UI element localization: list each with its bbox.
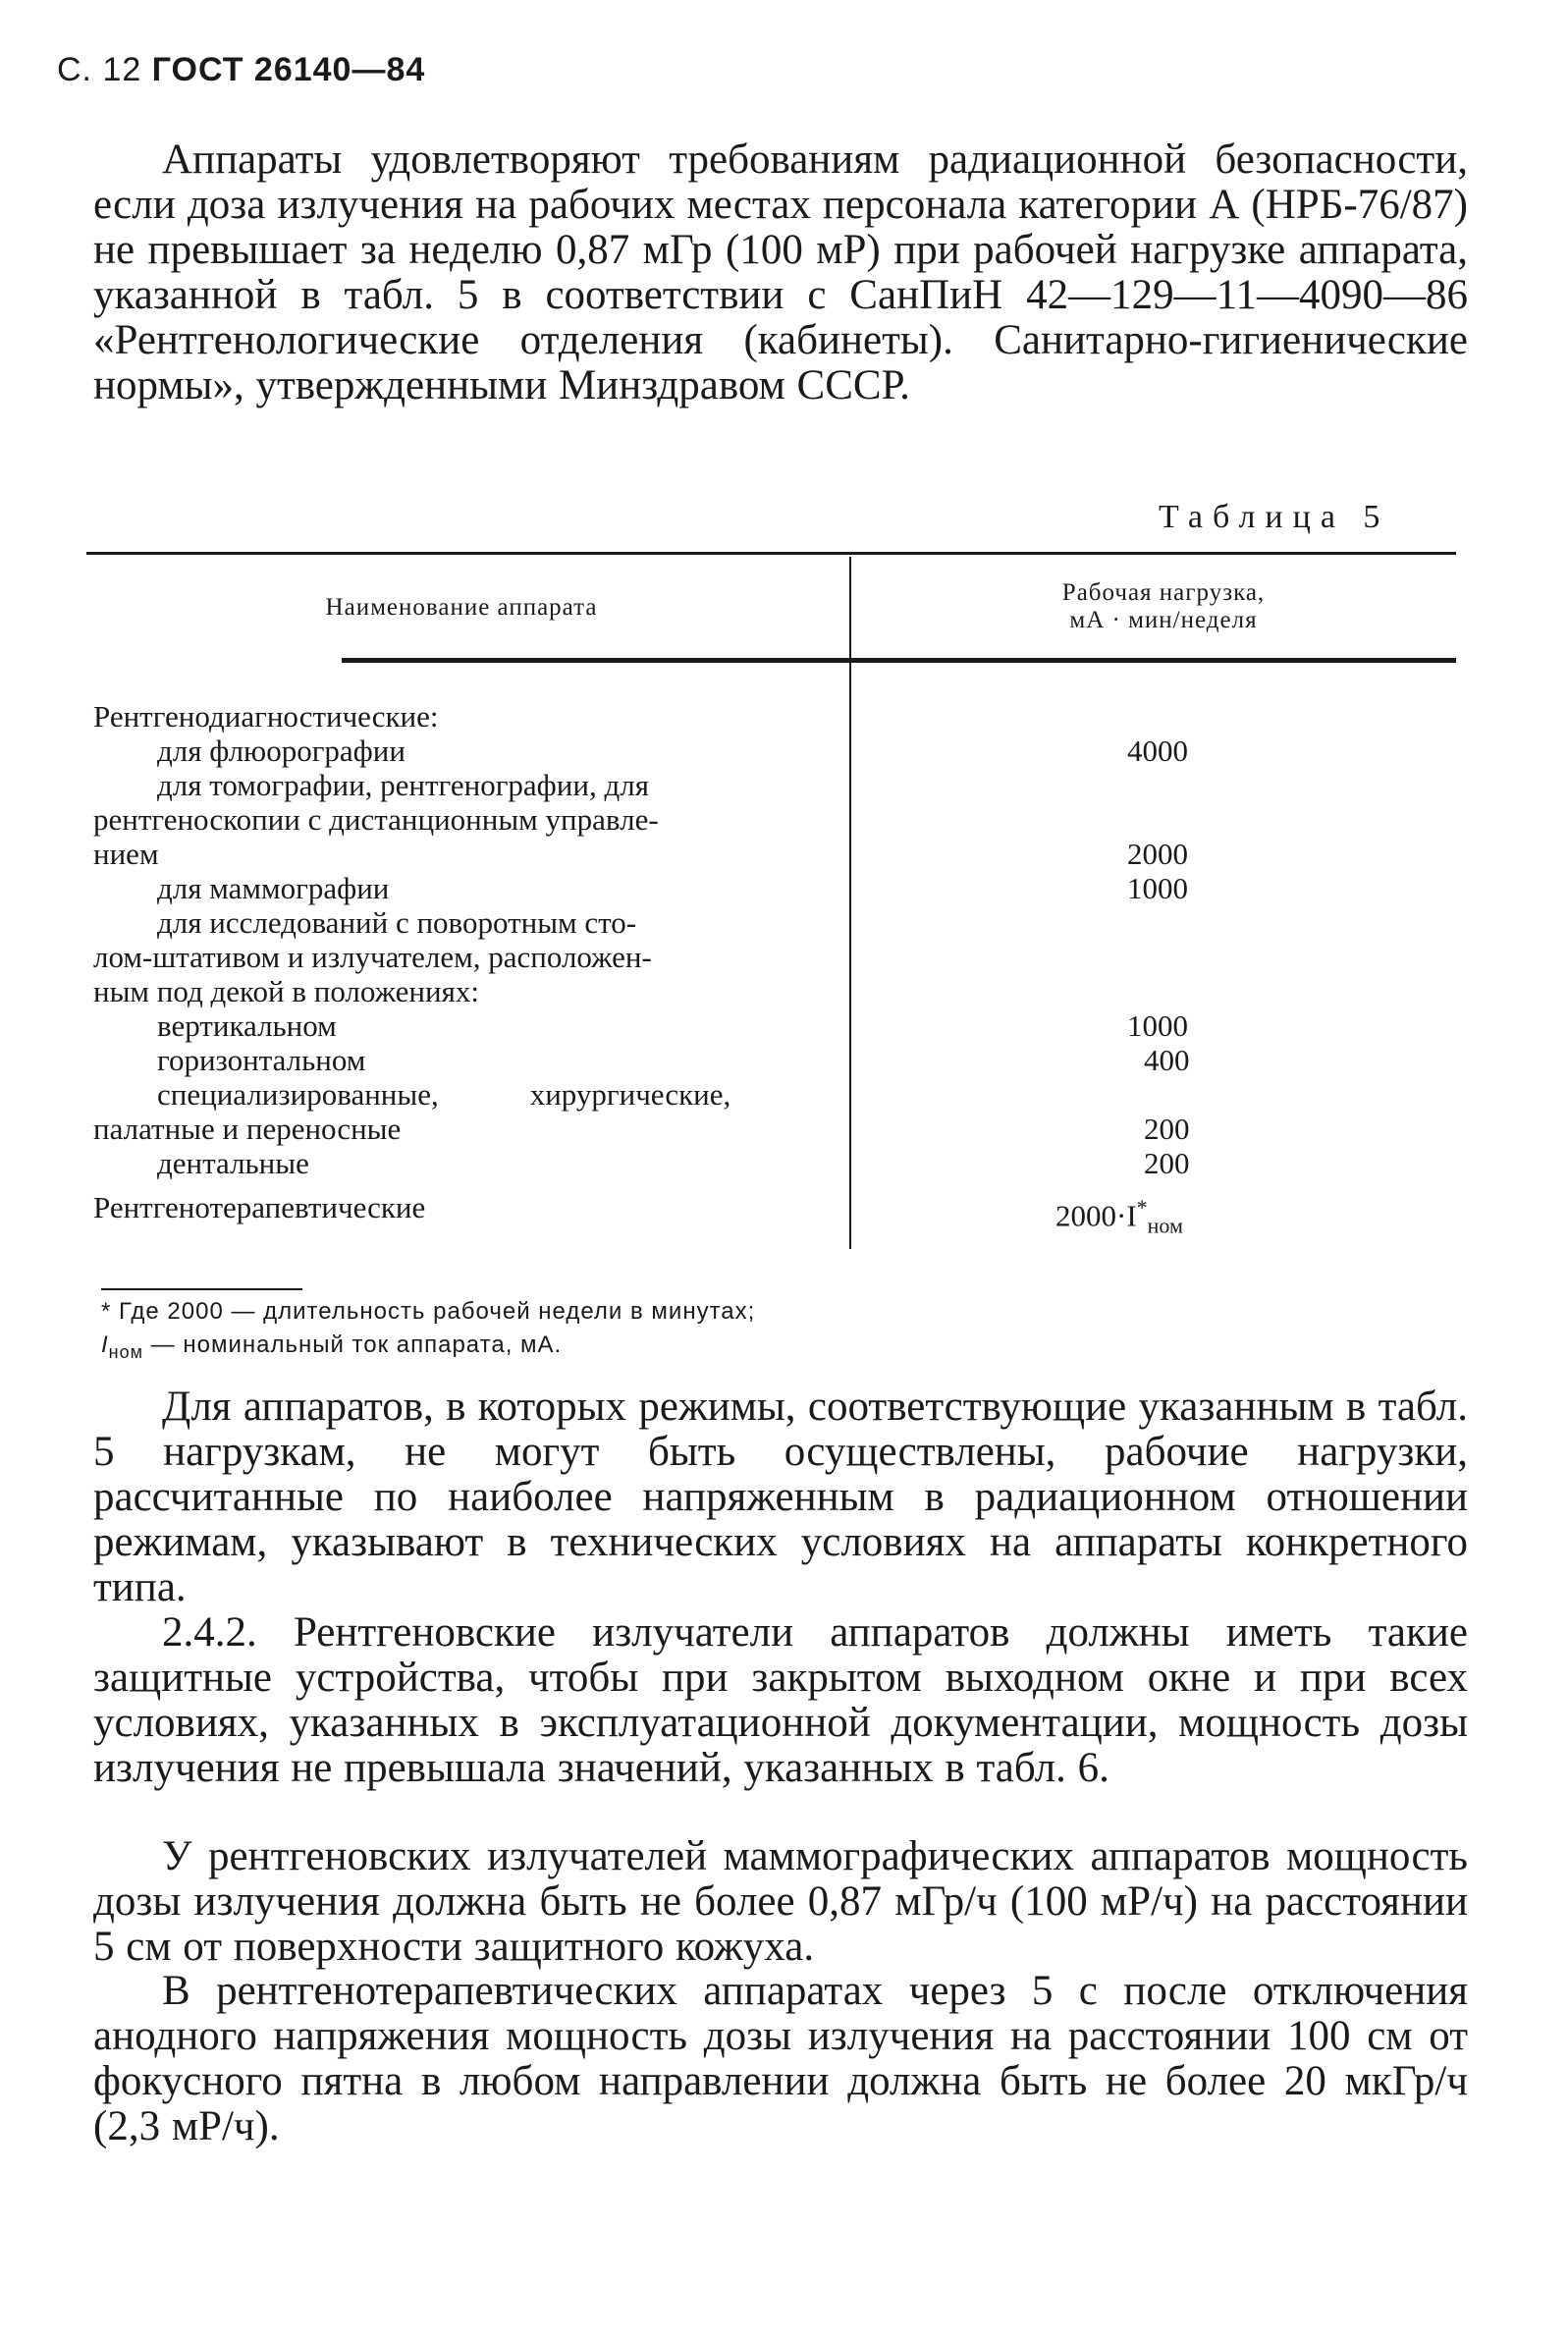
table-row-label: для томографии, рентгенографии, для bbox=[157, 768, 649, 802]
paragraph-mammography: У рентгеновских излучателей маммографических аппаратов мощность дозы излучения должна быть не более 0,87 мГр/ч (100 мР/ч) на расстоянии 5 см от поверхности защитного кожуха. bbox=[93, 1833, 1468, 1970]
table-row-value: 200 bbox=[1144, 1112, 1190, 1146]
table-row-value: 4000 bbox=[1127, 734, 1188, 768]
standard-code: ГОСТ 26140—84 bbox=[151, 51, 426, 88]
table-row-value: 200 bbox=[1144, 1146, 1190, 1180]
current-definition: — номинальный ток аппарата, мА. bbox=[150, 1332, 563, 1358]
current-subscript: ном bbox=[108, 1341, 143, 1362]
table-row-label: Рентгенодиагностические: bbox=[93, 699, 439, 734]
table-column-divider bbox=[849, 557, 851, 1249]
col1-header: Наименование аппарата bbox=[325, 594, 598, 621]
table-row-value: 1000 bbox=[1127, 871, 1188, 905]
page-header bbox=[57, 51, 425, 89]
footnote-line2 bbox=[101, 1332, 562, 1363]
page-number: С. 12 bbox=[57, 51, 142, 88]
table-row-value: 2000 bbox=[1127, 837, 1188, 871]
paragraph-2-4-2: 2.4.2. Рентгеновские излучатели аппаратов должны иметь такие защитные устройства, чтобы при закрытом выходном окне и при всех условиях, указанных в эксплуатационной документации, мощность дозы излучения не превышала значений, указанных в табл. 6. bbox=[93, 1609, 1468, 1791]
formula-footnote-mark: * bbox=[1136, 1195, 1148, 1220]
col2-header bbox=[982, 579, 1345, 634]
formula-subscript: ном bbox=[1147, 1213, 1183, 1238]
current-symbol: I bbox=[101, 1332, 109, 1358]
table-header-rule bbox=[342, 658, 1456, 663]
table-top-rule bbox=[86, 552, 1456, 555]
paragraph-therapy: В рентгенотерапевтических аппаратах через 5 с после отключения анодного напряжения мощность дозы излучения на расстоянии 100 см от фокусного пятна в любом направлении должна быть не более 20 мкГр/ч (2,3 мР/ч). bbox=[93, 1968, 1468, 2149]
table-row-label: нием bbox=[93, 837, 159, 871]
col2-header-line1: Рабочая нагрузка, bbox=[1061, 579, 1266, 606]
table-row-label: вертикальном bbox=[157, 1008, 337, 1043]
table-row-label: Рентгенотерапевтические bbox=[93, 1190, 426, 1224]
table-title: Таблица 5 bbox=[1159, 499, 1390, 535]
table-row-value: 400 bbox=[1144, 1043, 1190, 1077]
table-row-label: специализированные, хирургические, bbox=[157, 1077, 731, 1112]
footnote-line1: * Где 2000 — длительность рабочей недели в минутах; bbox=[101, 1298, 756, 1325]
table-row-label: для маммографии bbox=[157, 871, 390, 905]
table-row-label: для флюорографии bbox=[157, 734, 406, 768]
table-row-label: дентальные bbox=[157, 1146, 309, 1180]
intro-paragraph: Аппараты удовлетворяют требованиям радиационной безопасности, если доза излучения на рабочих местах персонала категории А (НРБ-76/87) не превышает за неделю 0,87 мГр (100 мР) при рабочей нагрузке аппарата, указанной в табл. 5 в соответствии с СанПиН 42—129—11—4090—86 «Рентгенологические отделения (кабинеты). Санитарно-гигиенические нормы», утвержденными Минздравом СССР. bbox=[93, 136, 1468, 408]
table-row-label: рентгеноскопии с дистанционным управле- bbox=[93, 802, 659, 837]
table-row-label: для исследований с поворотным сто- bbox=[157, 905, 637, 940]
nominal-current-formula: 2000·I bbox=[1055, 1198, 1137, 1233]
table-row-label: горизонтальном bbox=[157, 1043, 366, 1077]
table-row-label: палатные и переносные bbox=[93, 1112, 402, 1146]
footnote-rule bbox=[101, 1288, 302, 1290]
table-row-label: ным под декой в положениях: bbox=[93, 974, 479, 1008]
table-row-value bbox=[1055, 1191, 1183, 1243]
col2-header-line2: мА · мин/неделя bbox=[1069, 607, 1258, 633]
paragraph-loads: Для аппаратов, в которых режимы, соответствующие указанным в табл. 5 нагрузкам, не могут быть осуществлены, рабочие нагрузки, рассчитанные по наиболее напряженным в радиационном отношении режимам, указывают в технических условиях на аппараты конкретного типа. bbox=[93, 1384, 1468, 1610]
table-row-label: лом-штативом и излучателем, расположен- bbox=[93, 940, 652, 974]
table-row-value: 1000 bbox=[1127, 1008, 1188, 1043]
